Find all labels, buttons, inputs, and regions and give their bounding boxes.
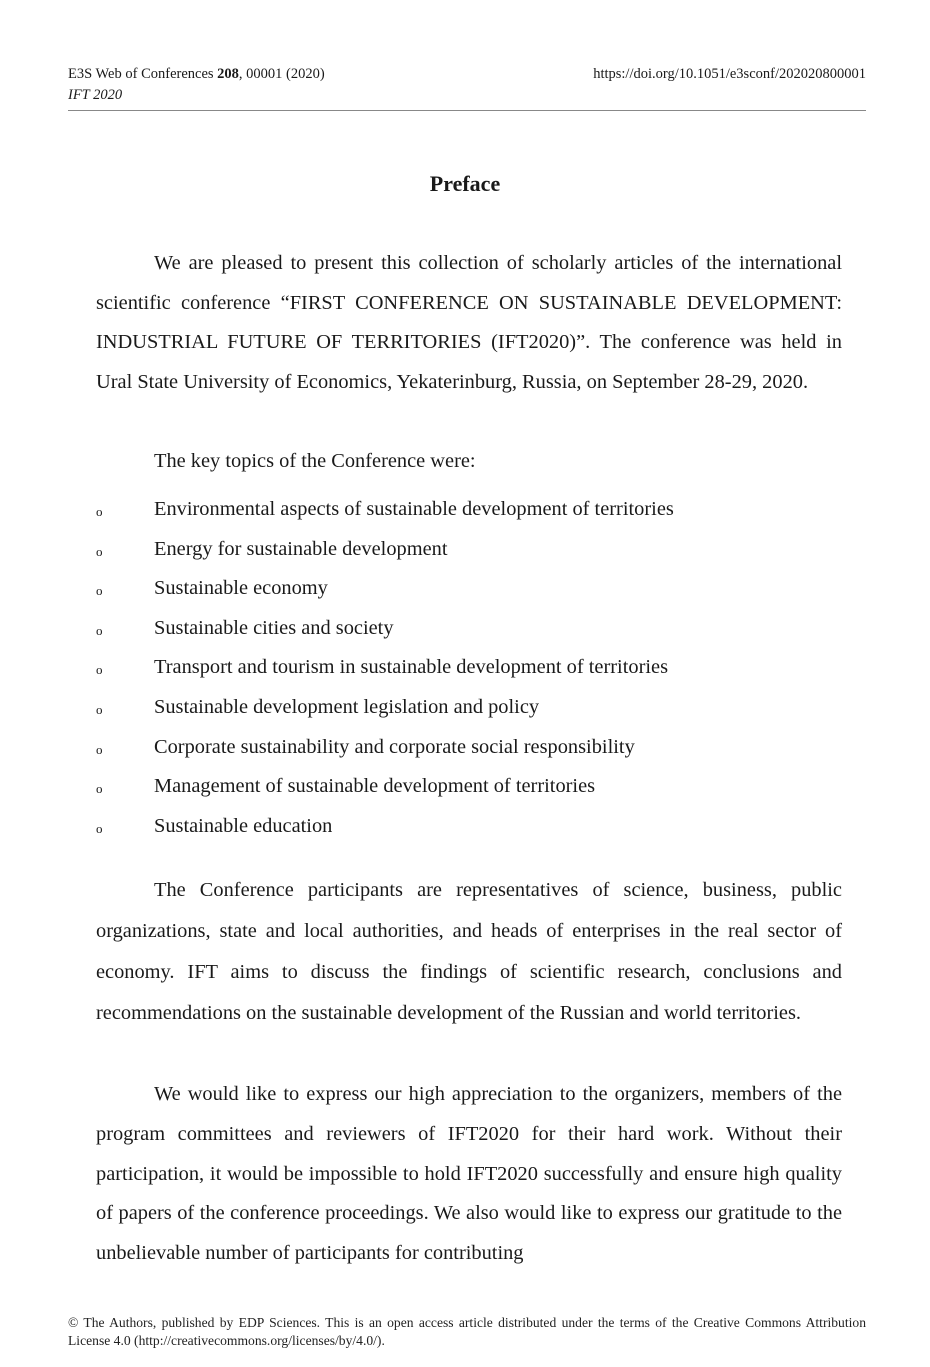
list-item [96,490,842,530]
participants-paragraph: The Conference participants are representatives of science, business, public organizations, state and local authorities, and heads of enterprises in the real sector of economy. IFT aims to discuss the findings of scientific research, conclusions and recommendations on the sustainable development of the Russian and world territories. [96,879,842,1024]
bullet-icon: o [96,622,103,638]
page-header [68,64,866,111]
list-item [96,609,842,649]
license-footer: © The Authors, published by EDP Sciences. This is an open access article distributed under the terms of the Creative Commons Attribution License 4.0 (http://creativecommons.org/licenses/by/4.0/). [68,1315,866,1348]
list-item [96,728,842,768]
topic-label: Corporate sustainability and corporate social responsibility [154,735,635,758]
bullet-icon: o [96,741,103,757]
conference-subtitle: IFT 2020 [68,87,123,103]
topics-list [96,490,842,846]
list-item [96,688,842,728]
list-item [96,807,842,847]
topic-label: Sustainable education [154,814,333,837]
bullet-icon: o [96,701,103,717]
list-item [96,530,842,570]
bullet-icon: o [96,662,103,678]
topic-label: Energy for sustainable development [154,537,448,560]
doi-link[interactable]: https://doi.org/10.1051/e3sconf/202020800001 [593,66,866,82]
bullet-icon: o [96,781,103,797]
bullet-icon: o [96,504,103,519]
journal-volume: 208 [217,66,239,82]
intro-paragraph: We are pleased to present this collection of scholarly articles of the international scientific conference “FIRST CONFERENCE ON SUSTAINABLE DEVELOPMENT: INDUSTRIAL FUTURE OF TERRITORIES (IFT2020)”. The conference was held in Ural State University of Economics, Yekaterinburg, Russia, on September 28-29, 2020. [96,252,842,393]
list-item [96,648,842,688]
topic-label: Management of sustainable development of territories [154,775,596,798]
topics-lead-paragraph: The key topics of the Conference were: [154,450,476,472]
bullet-icon: o [96,820,103,836]
journal-name: E3S Web of Conferences [68,66,218,82]
list-item [96,569,842,609]
appreciation-paragraph: We would like to express our high appreciation to the organizers, members of the program committees and reviewers of IFT2020 for their hard work. Without their participation, it would be impossible to hold IFT2020 successfully and ensure high quality of papers of the conference proceedings. We also would like to express our gratitude to the unbelievable number of participants for contributing [96,1083,842,1265]
topic-label: Sustainable cities and society [154,616,394,639]
list-item [96,767,842,807]
journal-citation [68,64,325,84]
bullet-icon: o [96,583,103,599]
topic-label: Environmental aspects of sustainable development of territories [154,498,674,520]
topic-label: Sustainable development legislation and policy [154,695,540,718]
bullet-icon: o [96,543,103,559]
topic-label: Transport and tourism in sustainable development of territories [154,656,669,679]
article-number: , 00001 (2020) [238,66,325,82]
page-title: Preface [429,171,501,196]
topic-label: Sustainable economy [154,577,328,600]
